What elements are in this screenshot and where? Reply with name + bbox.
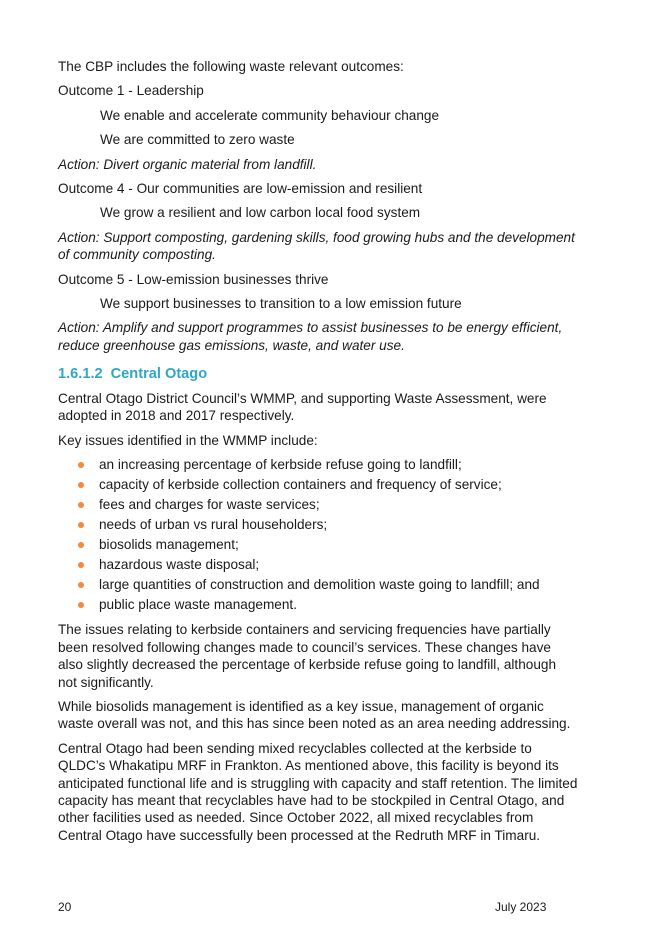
list-item	[58, 596, 578, 613]
section-paragraph-2: Key issues identified in the WMMP include:	[58, 432, 318, 448]
bullet-icon	[78, 502, 84, 508]
list-item	[58, 476, 578, 493]
section-number: 1.6.1.2	[58, 366, 103, 383]
footer-date: July 2023	[495, 900, 547, 914]
bullet-icon	[78, 542, 84, 548]
list-item-text: an increasing percentage of kerbside refuse going to landfill;	[99, 456, 462, 472]
list-item	[58, 516, 578, 533]
list-item-text: needs of urban vs rural householders;	[99, 516, 328, 532]
section-heading	[58, 366, 578, 383]
intro-paragraph: The CBP includes the following waste relevant outcomes:	[58, 59, 404, 74]
bullet-icon	[78, 522, 84, 528]
list-item	[58, 556, 578, 573]
bullet-icon	[78, 462, 84, 468]
outcome-1-title: Outcome 1 - Leadership	[58, 83, 204, 99]
list-item	[58, 496, 578, 513]
outcome-5-title: Outcome 5 - Low-emission businesses thrive	[58, 271, 329, 287]
list-item	[58, 576, 578, 593]
footer-page-number: 20	[58, 900, 72, 914]
list-item	[58, 456, 578, 473]
key-issues-list	[58, 456, 578, 613]
bullet-icon	[78, 482, 84, 488]
section-paragraph-3: The issues relating to kerbside containers and servicing frequencies have partially been resolved following changes made to council’s services. These changes have also slightly decreased the percentage of kerbside refuse going to landfill, although not significantly.	[58, 622, 557, 690]
list-item-text: biosolids management;	[99, 536, 239, 552]
list-item-text: fees and charges for waste services;	[99, 496, 320, 512]
list-item-text: large quantities of construction and demolition waste going to landfill; and	[99, 576, 540, 592]
page-content	[58, 58, 578, 851]
list-item	[58, 536, 578, 553]
outcome-4-item-1: We grow a resilient and low carbon local food system	[100, 205, 421, 221]
bullet-icon	[78, 582, 84, 588]
section-paragraph-1: Central Otago District Council’s WMMP, and supporting Waste Assessment, were adopted in 2018 and 2017 respectively.	[58, 390, 547, 424]
bullet-icon	[78, 602, 84, 608]
outcome-1-item-2: We are committed to zero waste	[100, 132, 295, 148]
outcome-1-action: Action: Divert organic material from landfill.	[58, 156, 317, 172]
outcome-1-item-1: We enable and accelerate community behaviour change	[100, 107, 440, 123]
bullet-icon	[78, 562, 84, 568]
section-paragraph-5: Central Otago had been sending mixed recyclables collected at the kerbside to QLDC’s Whakatipu MRF in Frankton. As mentioned above, this facility is beyond its anticipated functional life and is struggling with capacity and staff retention. The limited capacity has meant that recyclables have had to be stockpiled in Central Otago, and other facilities used as needed. Since October 2022, all mixed recyclables from Central Otago have successfully been processed at the Redruth MRF in Timaru.	[58, 740, 578, 843]
list-item-text: capacity of kerbside collection containers and frequency of service;	[99, 476, 502, 492]
list-item-text: public place waste management.	[99, 596, 297, 612]
outcome-4-action: Action: Support composting, gardening skills, food growing hubs and the development of community composting.	[58, 229, 575, 263]
section-paragraph-4: While biosolids management is identified as a key issue, management of organic waste overall was not, and this has since been noted as an area needing addressing.	[58, 698, 571, 732]
list-item-text: hazardous waste disposal;	[99, 556, 260, 572]
outcome-5-action: Action: Amplify and support programmes to assist businesses to be energy efficient, reduce greenhouse gas emissions, waste, and water use.	[58, 320, 563, 353]
section-title: Central Otago	[110, 366, 208, 383]
outcome-5-item-1: We support businesses to transition to a low emission future	[100, 296, 462, 312]
outcome-4-title: Outcome 4 - Our communities are low-emission and resilient	[58, 181, 423, 197]
